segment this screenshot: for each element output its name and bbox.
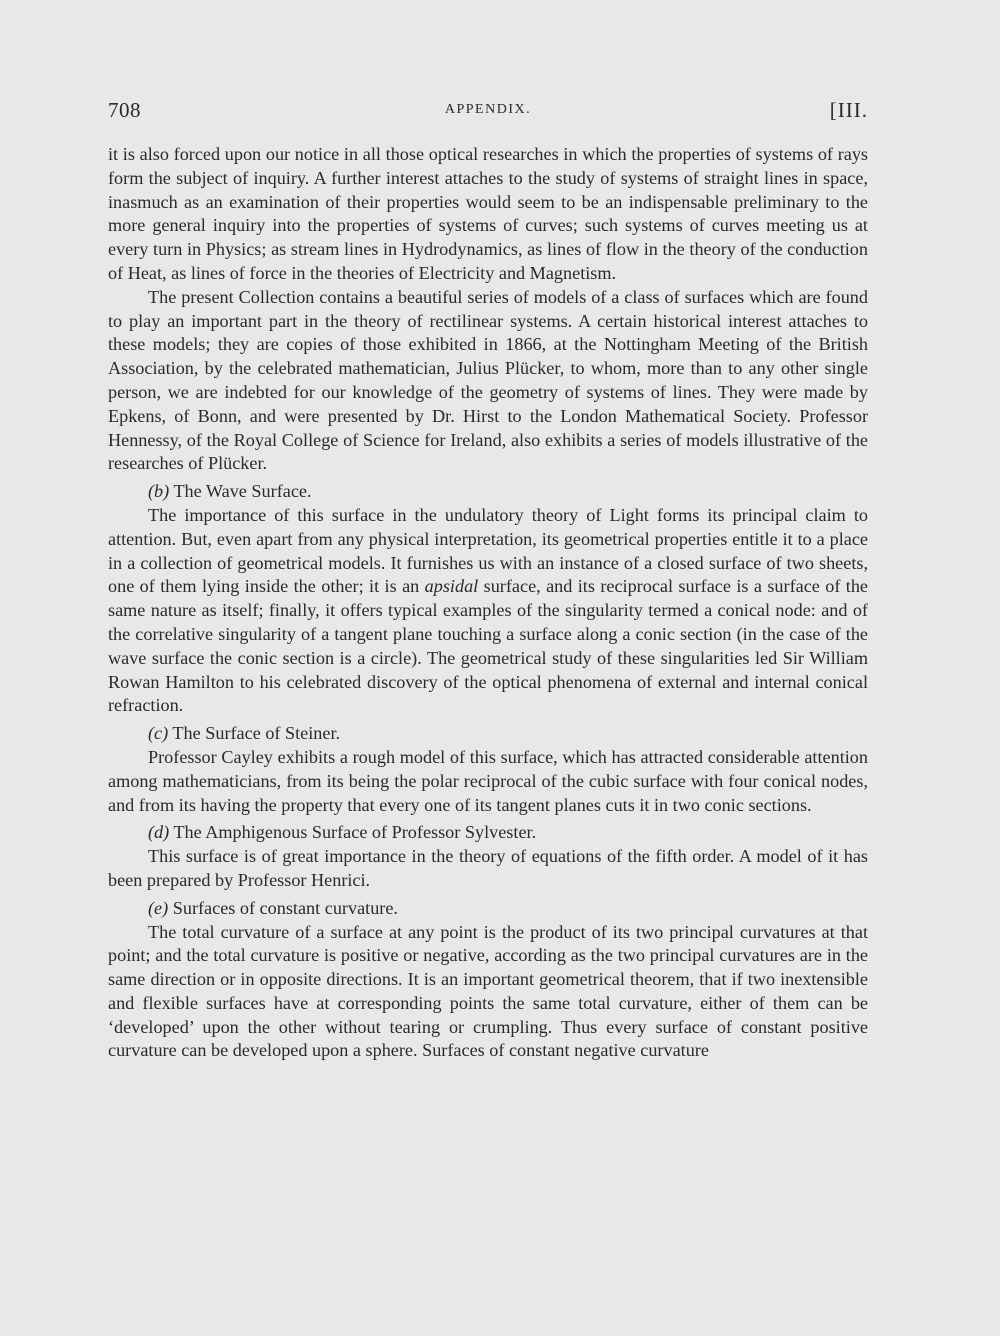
subsection-heading-b <box>108 480 868 504</box>
subsection-label-b: (b) <box>148 481 170 502</box>
subsection-heading-c <box>108 722 868 746</box>
paragraph-curvature: The total curvature of a surface at any point is the product of its two principal curvatures at that point; and the total curvature is positive or negative, according as the two principal curvatures are in the same direction or in opposite directions. It is an important geometrical theorem, that if two inextensible and flexible surfaces have at corresponding points the same total curvature, either of them can be ‘developed’ upon the other without tearing or crumpling. Thus every surface of constant positive curvature can be developed upon a sphere. Surfaces of constant negative curvature <box>108 921 868 1061</box>
paragraph-wave-surface <box>108 504 868 718</box>
paragraph-amphigenous: This surface is of great importance in the theory of equations of the fifth order. A model of it has been prepared by Professor Henrici. <box>108 846 868 890</box>
subsection-label-e: (e) <box>148 897 169 918</box>
page-header <box>108 98 868 128</box>
body-text <box>108 143 868 1063</box>
paragraph-steiner: Professor Cayley exhibits a rough model of this surface, which has attracted considerable attention among mathematicians, from its being the polar reciprocal of the cubic surface with four conical nodes, and from its having the property that every one of its tangent planes cuts it in two conic sections. <box>108 746 868 815</box>
page-number: 708 <box>108 98 141 122</box>
subsection-heading-e <box>108 897 868 921</box>
subsection-title-b: The Wave Surface. <box>173 481 312 502</box>
paragraph-wave-surface-part1: The importance of this surface in the undulatory theory of Light forms its principal claim to attention. But, even apart from any physical interpretation, its geometrical properties entitle it to a place in a collection of geometrical models. It furnishes us with an instance of a closed surface of two sheets, one of them lying inside the other; it is an <box>108 504 868 597</box>
paragraph-continuation: it is also forced upon our notice in all those optical researches in which the properties of systems of rays form the subject of inquiry. A further interest attaches to the study of systems of straight lines in space, inasmuch as an examination of their properties would seem to be an indispensable preliminary to the more general inquiry into the properties of systems of curves; such systems of curves meeting us at every turn in Physics; as stream lines in Hydrodynamics, as lines of flow in the theory of the conduction of Heat, as lines of force in the theories of Electricity and Magnetism. <box>108 144 868 283</box>
section-mark: [III. <box>829 98 868 122</box>
paragraph-wave-surface-part2: surface, and its reciprocal surface is a surface of the same nature as itself; finally, it offers typical examples of the singularity termed a conical node: and of the correlative singularity of a tangent plane touching a surface along a conic section (in the case of the wave surface the conic section is a circle). The geometrical study of these singularities led Sir William Rowan Hamilton to his celebrated discovery of the optical phenomena of external and internal conical refraction. <box>108 576 869 716</box>
subsection-title-c: The Surface of Steiner. <box>172 723 341 744</box>
subsection-heading-d <box>108 821 868 845</box>
paragraph-collection: The present Collection contains a beautiful series of models of a class of surfaces which are found to play an important part in the theory of rectilinear systems. A certain historical interest attaches to these models; they are copies of those exhibited in 1866, at the Nottingham Meeting of the British Association, by the celebrated mathematician, Julius Plücker, to whom, more than to any other single person, we are indebted for our knowledge of the geometry of systems of lines. They were made by Epkens, of Bonn, and were presented by Dr. Hirst to the London Mathematical Society. Professor Hennessy, of the Royal College of Science for Ireland, also exhibits a series of models illustrative of the researches of Plücker. <box>108 286 868 474</box>
subsection-title-d: The Amphigenous Surface of Professor Sylvester. <box>173 822 537 843</box>
running-head: APPENDIX. <box>444 102 532 117</box>
emphasis-apsidal: apsidal <box>424 576 479 597</box>
subsection-title-e: Surfaces of constant curvature. <box>172 897 398 918</box>
subsection-label-c: (c) <box>148 723 169 744</box>
subsection-label-d: (d) <box>148 822 170 843</box>
